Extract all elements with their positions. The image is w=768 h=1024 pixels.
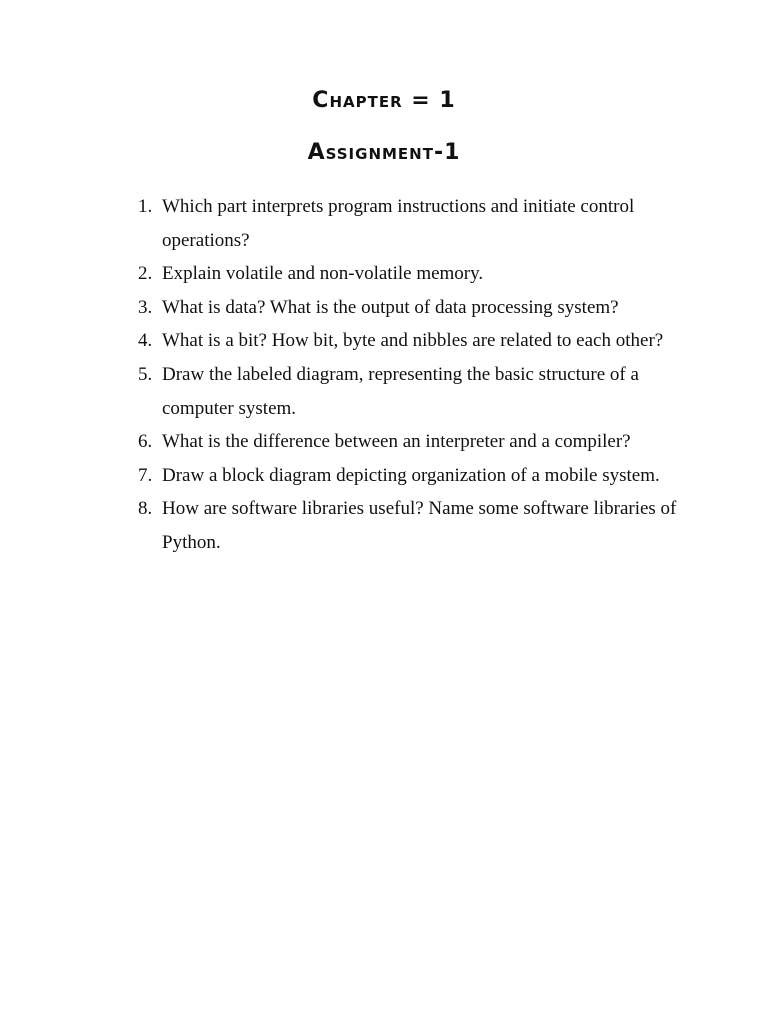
question-text: Draw the labeled diagram, representing the basic structure of a computer system. [162,363,639,419]
question-number: 5. [138,363,153,385]
assignment-title: Assignment-1 [307,140,461,165]
question-number: 3. [138,296,153,318]
question-text: How are software libraries useful? Name some software libraries of Python. [162,498,677,553]
question-item [132,492,692,559]
question-item [132,324,692,358]
question-number: 6. [138,431,153,453]
chapter-title: Chapter = 1 [312,88,456,113]
question-text: Draw a block diagram depicting organization of a mobile system. [162,464,660,486]
question-text: What is data? What is the output of data processing system? [162,296,619,318]
question-item [132,257,692,291]
question-item [132,358,692,425]
question-item [132,425,692,459]
question-number: 2. [138,263,153,285]
question-number: 1. [138,196,153,217]
question-item [132,459,692,493]
question-number: 4. [138,330,153,352]
question-list [132,190,692,560]
question-item [132,291,692,325]
question-text: What is the difference between an interpreter and a compiler? [162,431,631,453]
question-number: 8. [138,498,153,520]
question-number: 7. [138,464,153,486]
question-text: What is a bit? How bit, byte and nibbles are related to each other? [162,330,664,352]
question-item [132,190,692,257]
question-text: Explain volatile and non-volatile memory. [162,263,484,285]
question-text: Which part interprets program instructions and initiate control operations? [162,196,635,251]
